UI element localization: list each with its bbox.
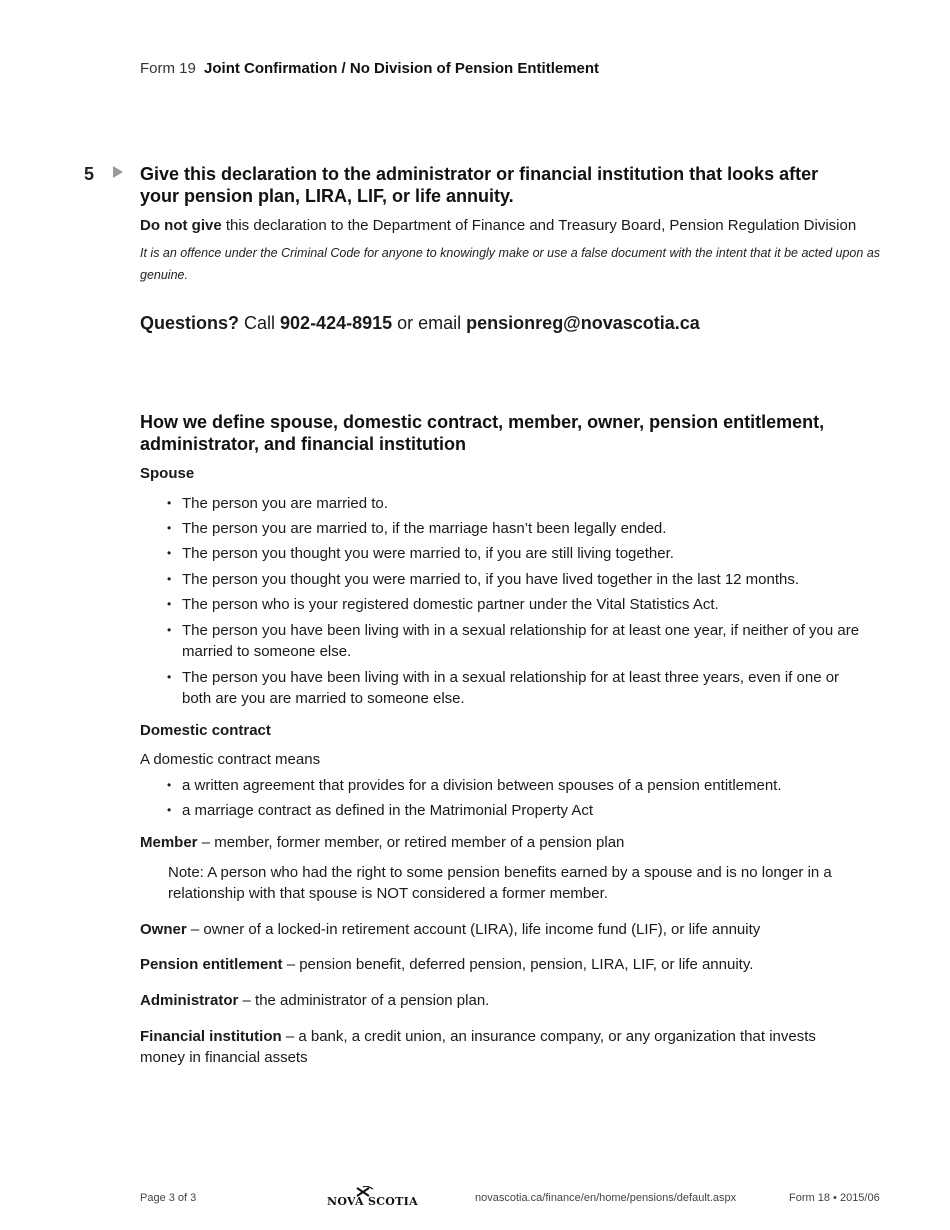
page-header <box>140 60 599 77</box>
questions-line <box>140 311 700 335</box>
member-term: Member <box>140 834 198 851</box>
email-address: pensionreg@novascotia.ca <box>466 313 700 333</box>
step-number: 5 <box>84 164 95 184</box>
step-arrow-icon <box>113 166 123 178</box>
questions-or-email: or email <box>392 313 467 333</box>
definitions-heading: How we define spouse, domestic contract, member, owner, pension entitlement, administrator, and financial institution <box>140 412 825 454</box>
administrator-definition <box>140 990 860 1011</box>
form-label: Form 19 <box>140 60 196 77</box>
questions-call: Call <box>239 313 281 333</box>
pension-entitlement-term: Pension entitlement <box>140 956 283 973</box>
financial-institution-text: – a bank, a credit union, an insurance company, or any organization that invests money in financial assets <box>140 1028 816 1066</box>
list-item: • The person you thought you were married to, if you have lived together in the last 12 months. <box>167 569 867 590</box>
step-heading: Give this declaration to the administrator or financial institution that looks after your pension plan, LIRA, LIF, or life annuity. <box>140 164 819 206</box>
spouse-list <box>167 493 867 709</box>
footer-form-info <box>789 1192 880 1204</box>
phone-number: 902-424-8915 <box>280 313 393 333</box>
list-item: • The person you thought you were married to, if you are still living together. <box>167 543 867 564</box>
owner-definition <box>140 919 860 940</box>
footer-form: Form 18 <box>789 1192 830 1204</box>
do-not-give-rest: this declaration to the Department of Finance and Treasury Board, Pension Regulation Division <box>221 217 857 234</box>
questions-label: Questions? <box>140 313 240 333</box>
page-number: Page 3 of 3 <box>140 1192 197 1204</box>
financial-institution-definition <box>140 1026 860 1068</box>
administrator-term: Administrator <box>140 992 239 1009</box>
footer-separator: • <box>833 1192 837 1204</box>
form-title: Joint Confirmation / No Division of Pension Entitlement <box>204 60 600 77</box>
domestic-contract-label: Domestic contract <box>140 722 271 739</box>
list-item: • a marriage contract as defined in the Matrimonial Property Act <box>167 800 867 821</box>
offence-warning: It is an offence under the Criminal Code for anyone to knowingly make or use a false document with the intent that it be acted upon as genuine. <box>140 246 881 282</box>
do-not-give-text <box>140 216 900 236</box>
list-item: • The person you have been living with in a sexual relationship for at least three years, even if one or both are you are married to someone else. <box>167 667 867 709</box>
spouse-label: Spouse <box>140 465 195 482</box>
domestic-contract-list <box>167 775 867 821</box>
financial-institution-term: Financial institution <box>140 1028 282 1045</box>
domestic-contract-intro: A domestic contract means <box>140 751 321 768</box>
do-not-give-bold: Do not give <box>140 217 222 234</box>
owner-term: Owner <box>140 921 187 938</box>
list-item: • The person you have been living with in a sexual relationship for at least one year, if neither of you are married to someone else. <box>167 620 867 662</box>
list-item: • The person you are married to, if the marriage hasn’t been legally ended. <box>167 518 867 539</box>
logo-text: NOVA SCOTIA <box>327 1195 418 1208</box>
pension-entitlement-text: – pension benefit, deferred pension, pension, LIRA, LIF, or life annuity. <box>282 956 754 973</box>
member-text: – member, former member, or retired member of a pension plan <box>197 834 625 851</box>
pension-entitlement-definition <box>140 954 860 975</box>
owner-text: – owner of a locked-in retirement account (LIRA), life income fund (LIF), or life annuity <box>186 921 761 938</box>
footer-url[interactable]: novascotia.ca/finance/en/home/pensions/default.aspx <box>475 1192 737 1204</box>
nova-scotia-logo <box>327 1186 418 1208</box>
list-item: • a written agreement that provides for a division between spouses of a pension entitlement. <box>167 775 867 796</box>
list-item: • The person who is your registered domestic partner under the Vital Statistics Act. <box>167 594 867 615</box>
member-definition <box>140 832 860 853</box>
member-note: Note: A person who had the right to some pension benefits earned by a spouse and is no longer in a relationship with that spouse is NOT considered a former member. <box>168 864 832 902</box>
administrator-text: – the administrator of a pension plan. <box>238 992 490 1009</box>
footer-date: 2015/06 <box>839 1192 880 1204</box>
list-item: • The person you are married to. <box>167 493 867 514</box>
